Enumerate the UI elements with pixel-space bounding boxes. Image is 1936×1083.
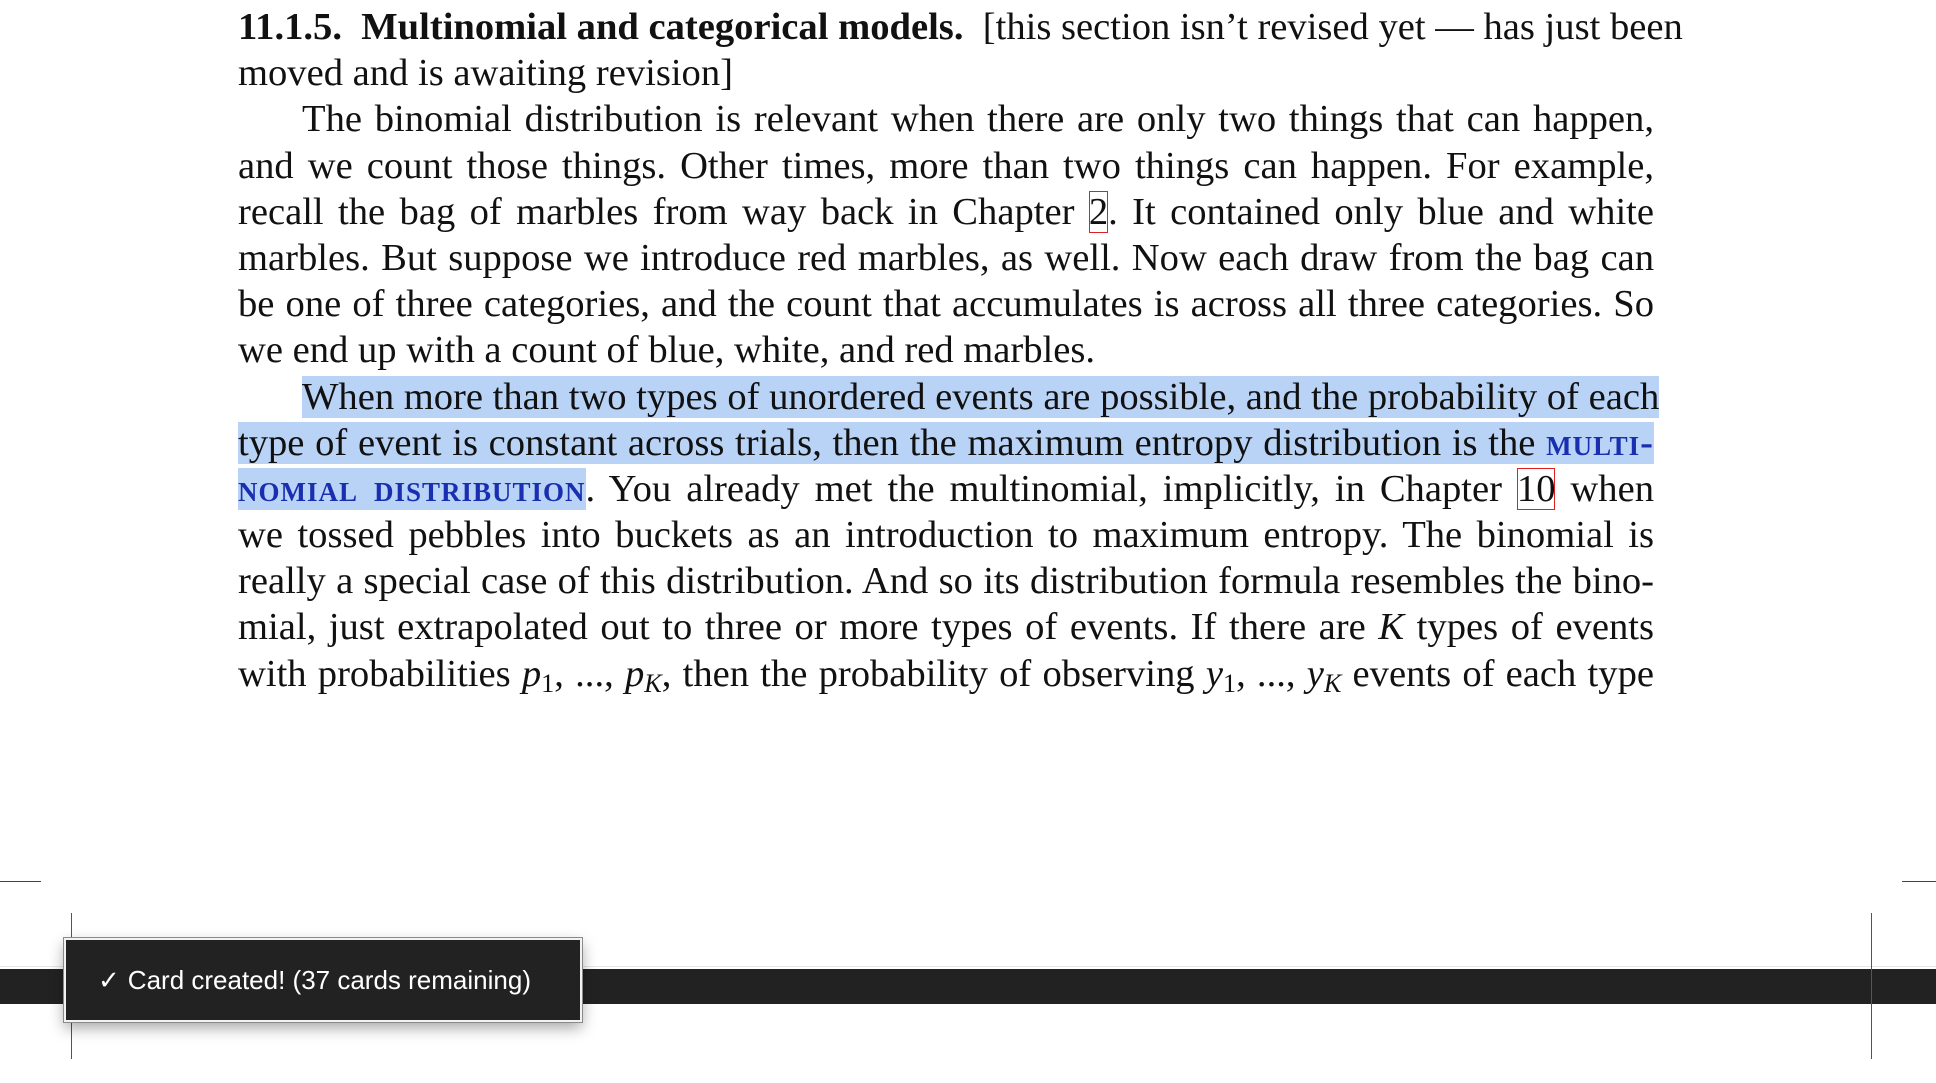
crop-mark-right bbox=[1902, 881, 1936, 882]
p1-text: The binomial distribution is relevant when there are only two things that can happen, bbox=[302, 98, 1654, 141]
p1-line3 bbox=[238, 189, 1654, 235]
p2-text: mial, just extrapolated out to three or more types of events. If there are bbox=[238, 606, 1379, 649]
math-var: p bbox=[624, 652, 645, 695]
p2-line4 bbox=[238, 512, 1654, 558]
p1-line1 bbox=[238, 96, 1654, 142]
highlighted-text[interactable]: When more than two types of unordered events are possible, and the probability of each bbox=[302, 375, 1660, 418]
p2-line3 bbox=[238, 466, 1654, 512]
p1-text: recall the bag of marbles from way back in Chapter bbox=[238, 190, 1089, 233]
page-edge-right bbox=[1871, 913, 1872, 1059]
p1-text: be one of three categories, and the count that accumulates is across all three categories. So bbox=[238, 283, 1654, 326]
math-sub: 1 bbox=[1222, 668, 1237, 698]
highlighted-text[interactable]: type of event is constant across trials, then the maximum entropy distribution is the bbox=[238, 421, 1547, 464]
p2-text: when bbox=[1555, 467, 1654, 510]
math-sep: , ..., bbox=[1236, 652, 1307, 695]
section-note-line2 bbox=[238, 50, 1654, 96]
p2-text: types of events bbox=[1404, 606, 1654, 649]
section-number: 11.1.5. bbox=[238, 6, 342, 48]
chapter-ref-link[interactable]: 2 bbox=[1088, 190, 1109, 233]
section-note-cont: moved and is awaiting revision] bbox=[238, 52, 733, 95]
crop-mark-left bbox=[0, 881, 41, 882]
p1-text: marbles. But suppose we introduce red marbles, as well. Now each draw from the bag can bbox=[238, 236, 1654, 279]
p2-line5 bbox=[238, 558, 1654, 604]
math-sep: , ..., bbox=[554, 652, 625, 695]
highlighted-term[interactable]: nomial distribution bbox=[238, 467, 586, 510]
checkmark-icon: ✓ bbox=[98, 964, 120, 995]
p2-line1 bbox=[238, 374, 1660, 420]
math-sub: K bbox=[1323, 668, 1342, 698]
p1-text: we end up with a count of blue, white, and red marbles. bbox=[238, 329, 1096, 372]
p2-line6 bbox=[238, 604, 1654, 650]
p2-line7 bbox=[238, 651, 1654, 697]
p2-text: really a special case of this distribution. And so its distribution formula resembles the bino- bbox=[238, 560, 1654, 603]
p1-line5 bbox=[238, 281, 1654, 327]
math-sub: 1 bbox=[541, 668, 555, 698]
chapter-ref-link[interactable]: 10 bbox=[1516, 467, 1556, 510]
section-title: Multinomial and categorical models. bbox=[361, 6, 964, 48]
toast-message: Card created! (37 cards remaining) bbox=[127, 964, 531, 995]
p1-text: . It contained only blue and white bbox=[1108, 190, 1655, 233]
math-sub: K bbox=[644, 668, 662, 698]
math-var: y bbox=[1205, 652, 1223, 695]
p2-text: we tossed pebbles into buckets as an introduction to maximum entropy. The binomial is bbox=[238, 514, 1654, 557]
p1-line2 bbox=[238, 143, 1654, 189]
section-note: [this section isn’t revised yet — has just been bbox=[982, 6, 1683, 48]
p2-text: . You already met the multinomial, implicitly, in Chapter bbox=[585, 467, 1517, 510]
p2-line2 bbox=[238, 420, 1654, 466]
p2-text: with probabilities bbox=[238, 652, 522, 695]
p2-text: , then the probability of observing bbox=[661, 652, 1206, 695]
math-var: K bbox=[1378, 606, 1405, 649]
p1-line6 bbox=[238, 327, 1654, 373]
math-var: p bbox=[521, 652, 542, 695]
p2-text: events of each type bbox=[1341, 652, 1654, 695]
math-var: y bbox=[1306, 652, 1324, 695]
document-text bbox=[238, 4, 1683, 698]
p1-text: and we count those things. Other times, more than two things can happen. For example, bbox=[238, 144, 1654, 187]
p1-line4 bbox=[238, 235, 1654, 281]
section-heading-line bbox=[238, 4, 1683, 50]
highlighted-term[interactable]: multi- bbox=[1546, 421, 1654, 464]
card-created-toast[interactable] bbox=[64, 938, 582, 1022]
